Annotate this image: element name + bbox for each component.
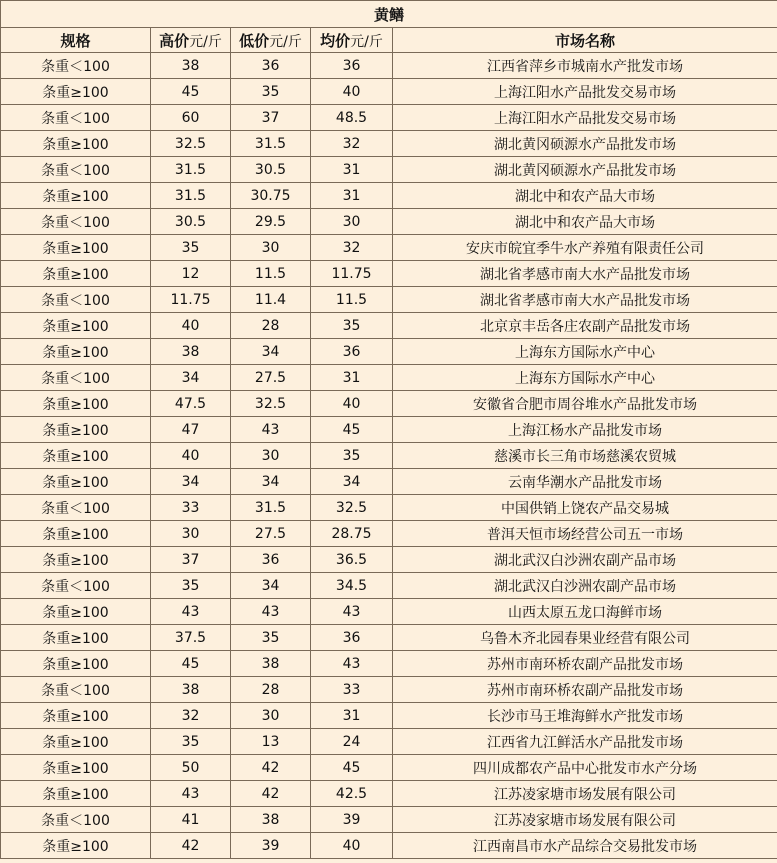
cell-market: 湖北省孝感市南大水产品批发市场 — [393, 287, 777, 313]
table-row — [1, 53, 777, 79]
cell-avg: 36 — [311, 339, 393, 365]
cell-market: 湖北武汉白沙洲农副产品市场 — [393, 573, 777, 599]
cell-high: 38 — [151, 677, 231, 703]
cell-high: 50 — [151, 755, 231, 781]
table-row — [1, 729, 777, 755]
cell-low: 32.5 — [231, 391, 311, 417]
cell-avg: 36 — [311, 625, 393, 651]
cell-avg: 28.75 — [311, 521, 393, 547]
header-high-unit: 元/斤 — [189, 33, 222, 50]
cell-spec: 条重≥100 — [1, 417, 151, 443]
cell-market: 上海东方国际水产中心 — [393, 339, 777, 365]
cell-high: 45 — [151, 79, 231, 105]
cell-low: 30 — [231, 703, 311, 729]
cell-low: 43 — [231, 599, 311, 625]
cell-high: 30.5 — [151, 209, 231, 235]
cell-high: 35 — [151, 573, 231, 599]
cell-avg: 40 — [311, 79, 393, 105]
cell-spec: 条重≥100 — [1, 651, 151, 677]
cell-spec: 条重≥100 — [1, 599, 151, 625]
header-high-label: 高价 — [159, 31, 190, 50]
cell-low: 34 — [231, 339, 311, 365]
cell-avg: 11.75 — [311, 261, 393, 287]
cell-avg: 32 — [311, 131, 393, 157]
cell-high: 34 — [151, 365, 231, 391]
cell-low: 30.75 — [231, 183, 311, 209]
cell-low: 11.5 — [231, 261, 311, 287]
cell-market: 普洱天恒市场经营公司五一市场 — [393, 521, 777, 547]
cell-high: 11.75 — [151, 287, 231, 313]
table-row — [1, 443, 777, 469]
header-avg — [311, 28, 393, 53]
cell-high: 35 — [151, 235, 231, 261]
cell-market: 上海江阳水产品批发交易市场 — [393, 79, 777, 105]
cell-low: 35 — [231, 625, 311, 651]
cell-high: 31.5 — [151, 183, 231, 209]
table-row — [1, 573, 777, 599]
cell-market: 云南华潮水产品批发市场 — [393, 469, 777, 495]
header-market: 市场名称 — [393, 28, 777, 53]
cell-spec: 条重≥100 — [1, 391, 151, 417]
cell-avg: 43 — [311, 651, 393, 677]
table-row — [1, 521, 777, 547]
cell-spec: 条重≥100 — [1, 833, 151, 859]
cell-spec: 条重＜100 — [1, 157, 151, 183]
table-row — [1, 781, 777, 807]
cell-spec: 条重＜100 — [1, 573, 151, 599]
table-row — [1, 235, 777, 261]
cell-spec: 条重＜100 — [1, 365, 151, 391]
cell-spec: 条重≥100 — [1, 703, 151, 729]
cell-low: 28 — [231, 313, 311, 339]
cell-avg: 35 — [311, 443, 393, 469]
cell-avg: 32.5 — [311, 495, 393, 521]
cell-low: 27.5 — [231, 365, 311, 391]
cell-spec: 条重≥100 — [1, 131, 151, 157]
cell-market: 山西太原五龙口海鲜市场 — [393, 599, 777, 625]
cell-market: 江苏凌家塘市场发展有限公司 — [393, 781, 777, 807]
cell-low: 11.4 — [231, 287, 311, 313]
table-row — [1, 547, 777, 573]
cell-low: 38 — [231, 651, 311, 677]
cell-high: 34 — [151, 469, 231, 495]
table-row — [1, 313, 777, 339]
cell-avg: 32 — [311, 235, 393, 261]
cell-low: 29.5 — [231, 209, 311, 235]
cell-avg: 11.5 — [311, 287, 393, 313]
cell-spec: 条重≥100 — [1, 261, 151, 287]
table-row — [1, 703, 777, 729]
cell-spec: 条重≥100 — [1, 781, 151, 807]
cell-spec: 条重≥100 — [1, 625, 151, 651]
table-row — [1, 495, 777, 521]
header-spec: 规格 — [1, 28, 151, 53]
cell-low: 43 — [231, 417, 311, 443]
cell-spec: 条重≥100 — [1, 443, 151, 469]
cell-spec: 条重≥100 — [1, 183, 151, 209]
cell-high: 47 — [151, 417, 231, 443]
cell-high: 37.5 — [151, 625, 231, 651]
table-row — [1, 417, 777, 443]
cell-market: 江西省九江鲜活水产品批发市场 — [393, 729, 777, 755]
cell-spec: 条重≥100 — [1, 547, 151, 573]
cell-market: 湖北武汉白沙洲农副产品市场 — [393, 547, 777, 573]
cell-avg: 45 — [311, 755, 393, 781]
cell-spec: 条重≥100 — [1, 235, 151, 261]
cell-avg: 35 — [311, 313, 393, 339]
table-row — [1, 79, 777, 105]
cell-high: 41 — [151, 807, 231, 833]
cell-low: 27.5 — [231, 521, 311, 547]
cell-high: 45 — [151, 651, 231, 677]
cell-high: 40 — [151, 313, 231, 339]
cell-avg: 36.5 — [311, 547, 393, 573]
cell-market: 四川成都农产品中心批发市水产分场 — [393, 755, 777, 781]
cell-market: 上海江杨水产品批发市场 — [393, 417, 777, 443]
cell-market: 湖北中和农产品大市场 — [393, 209, 777, 235]
cell-high: 47.5 — [151, 391, 231, 417]
cell-avg: 33 — [311, 677, 393, 703]
cell-low: 42 — [231, 781, 311, 807]
cell-high: 40 — [151, 443, 231, 469]
cell-market: 江西省萍乡市城南水产批发市场 — [393, 53, 777, 79]
cell-spec: 条重≥100 — [1, 313, 151, 339]
table-row — [1, 651, 777, 677]
cell-high: 38 — [151, 339, 231, 365]
table-row — [1, 157, 777, 183]
table-row — [1, 105, 777, 131]
cell-low: 38 — [231, 807, 311, 833]
table-row — [1, 391, 777, 417]
cell-low: 36 — [231, 547, 311, 573]
cell-market: 湖北中和农产品大市场 — [393, 183, 777, 209]
cell-low: 42 — [231, 755, 311, 781]
cell-market: 乌鲁木齐北园春果业经营有限公司 — [393, 625, 777, 651]
cell-avg: 43 — [311, 599, 393, 625]
cell-avg: 30 — [311, 209, 393, 235]
cell-low: 31.5 — [231, 495, 311, 521]
cell-market: 安徽省合肥市周谷堆水产品批发市场 — [393, 391, 777, 417]
cell-market: 安庆市皖宜季牛水产养殖有限责任公司 — [393, 235, 777, 261]
cell-market: 江苏凌家塘市场发展有限公司 — [393, 807, 777, 833]
cell-high: 33 — [151, 495, 231, 521]
cell-avg: 39 — [311, 807, 393, 833]
header-low-label: 低价 — [239, 31, 270, 50]
table-row — [1, 599, 777, 625]
table-row — [1, 807, 777, 833]
cell-spec: 条重＜100 — [1, 209, 151, 235]
cell-high: 37 — [151, 547, 231, 573]
cell-avg: 31 — [311, 157, 393, 183]
cell-high: 12 — [151, 261, 231, 287]
cell-spec: 条重≥100 — [1, 469, 151, 495]
header-high — [151, 28, 231, 53]
cell-high: 32.5 — [151, 131, 231, 157]
table-title: 黄鳝 — [1, 1, 777, 28]
cell-low: 30 — [231, 443, 311, 469]
table-row — [1, 365, 777, 391]
cell-market: 湖北省孝感市南大水产品批发市场 — [393, 261, 777, 287]
cell-spec: 条重≥100 — [1, 755, 151, 781]
cell-avg: 45 — [311, 417, 393, 443]
table-row — [1, 469, 777, 495]
cell-spec: 条重＜100 — [1, 495, 151, 521]
cell-low: 36 — [231, 53, 311, 79]
cell-market: 中国供销上饶农产品交易城 — [393, 495, 777, 521]
table-row — [1, 625, 777, 651]
table-row — [1, 833, 777, 859]
cell-low: 28 — [231, 677, 311, 703]
cell-avg: 42.5 — [311, 781, 393, 807]
cell-market: 上海东方国际水产中心 — [393, 365, 777, 391]
cell-low: 39 — [231, 833, 311, 859]
cell-spec: 条重≥100 — [1, 79, 151, 105]
cell-market: 苏州市南环桥农副产品批发市场 — [393, 651, 777, 677]
cell-spec: 条重＜100 — [1, 53, 151, 79]
cell-avg: 34 — [311, 469, 393, 495]
cell-spec: 条重＜100 — [1, 105, 151, 131]
cell-spec: 条重＜100 — [1, 807, 151, 833]
cell-avg: 31 — [311, 183, 393, 209]
cell-high: 43 — [151, 599, 231, 625]
cell-high: 42 — [151, 833, 231, 859]
header-row — [1, 28, 777, 53]
cell-low: 13 — [231, 729, 311, 755]
cell-spec: 条重≥100 — [1, 339, 151, 365]
cell-avg: 40 — [311, 391, 393, 417]
cell-market: 长沙市马王堆海鲜水产批发市场 — [393, 703, 777, 729]
title-row — [1, 1, 777, 28]
cell-high: 43 — [151, 781, 231, 807]
cell-low: 35 — [231, 79, 311, 105]
cell-avg: 34.5 — [311, 573, 393, 599]
cell-high: 38 — [151, 53, 231, 79]
cell-low: 31.5 — [231, 131, 311, 157]
table-row — [1, 287, 777, 313]
table-row — [1, 209, 777, 235]
cell-market: 湖北黄冈硕源水产品批发市场 — [393, 131, 777, 157]
cell-market: 湖北黄冈硕源水产品批发市场 — [393, 157, 777, 183]
table-row — [1, 183, 777, 209]
cell-spec: 条重≥100 — [1, 729, 151, 755]
table-row — [1, 755, 777, 781]
table-row — [1, 131, 777, 157]
table-row — [1, 677, 777, 703]
cell-high: 32 — [151, 703, 231, 729]
header-avg-label: 均价 — [320, 31, 351, 50]
cell-market: 上海江阳水产品批发交易市场 — [393, 105, 777, 131]
cell-market: 苏州市南环桥农副产品批发市场 — [393, 677, 777, 703]
table-row — [1, 339, 777, 365]
cell-avg: 24 — [311, 729, 393, 755]
header-avg-unit: 元/斤 — [350, 33, 383, 50]
cell-low: 30.5 — [231, 157, 311, 183]
cell-high: 31.5 — [151, 157, 231, 183]
cell-spec: 条重≥100 — [1, 521, 151, 547]
cell-avg: 31 — [311, 365, 393, 391]
table-body — [1, 53, 777, 859]
cell-spec: 条重＜100 — [1, 287, 151, 313]
cell-market: 江西南昌市水产品综合交易批发市场 — [393, 833, 777, 859]
cell-avg: 31 — [311, 703, 393, 729]
cell-spec: 条重＜100 — [1, 677, 151, 703]
cell-market: 北京京丰岳各庄农副产品批发市场 — [393, 313, 777, 339]
table-row — [1, 261, 777, 287]
cell-avg: 48.5 — [311, 105, 393, 131]
cell-high: 30 — [151, 521, 231, 547]
cell-low: 30 — [231, 235, 311, 261]
cell-avg: 40 — [311, 833, 393, 859]
cell-high: 60 — [151, 105, 231, 131]
cell-low: 34 — [231, 469, 311, 495]
cell-avg: 36 — [311, 53, 393, 79]
header-low-unit: 元/斤 — [269, 33, 302, 50]
cell-low: 34 — [231, 573, 311, 599]
cell-market: 慈溪市长三角市场慈溪农贸城 — [393, 443, 777, 469]
cell-high: 35 — [151, 729, 231, 755]
cell-low: 37 — [231, 105, 311, 131]
header-low — [231, 28, 311, 53]
